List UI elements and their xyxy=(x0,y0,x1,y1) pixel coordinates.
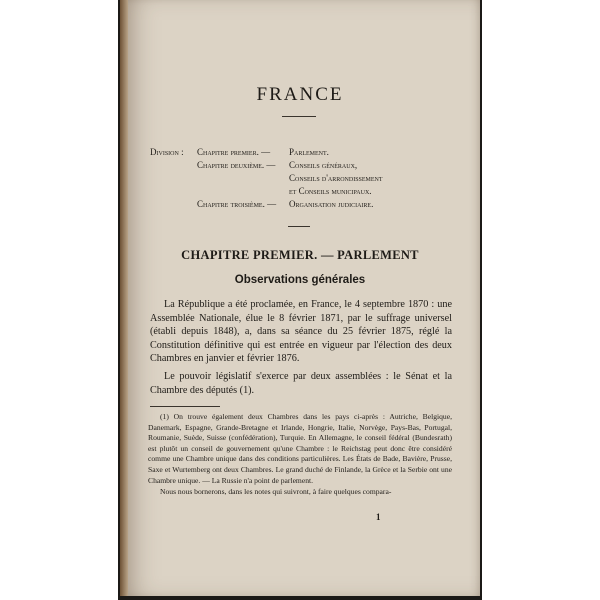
footnote: Nous nous bornerons, dans les notes qui suivront, à faire quelques compara- xyxy=(160,487,392,497)
division-row xyxy=(150,185,450,198)
title-rule xyxy=(282,116,316,117)
division-chapter: Chapitre deuxième. — xyxy=(197,160,276,170)
paragraph: La République a été proclamée, en France, le 4 septembre 1870 : une Assemblée Nationale, élue le 8 février 1871, par le suffrage universel (établi depuis 1848), a, dans sa séance du 25 février 1875, réglé la Constitution définitive qui est entrée en vigueur par l'élection des deux Chambres en janvier et février 1876. xyxy=(150,299,452,365)
page-number: 1 xyxy=(376,512,381,522)
footnote: (1) On trouve également deux Chambres dans les pays ci-après : Autriche, Belgique, Danemark, Espagne, Grande-Bretagne et Irlande, Hongrie, Italie, Norvège, Pays-Bas, Portugal, Roumanie, Suède, Suisse (confédération), Turquie. En Allemagne, le conseil fédéral (Bundesrath) est plutôt un conseil de gouvernement qu'une Chambre : le Reichstag peut donc être considéré comme une Chambre unique dans des conditions particulières. Les États de Bade, Bavière, Prusse, Saxe et Wurtemberg ont deux Chambres. Le grand duché de Finlande, la Grèce et la Serbie ont une Chambre unique. — La Russie n'a point de parlement. xyxy=(148,412,452,485)
paragraph: Le pouvoir législatif s'exerce par deux assemblées : le Sénat et la Chambre des députés (1). xyxy=(150,370,452,396)
division-chapter: Chapitre troisième. — xyxy=(197,199,277,209)
division-row xyxy=(150,159,450,172)
page-title: FRANCE xyxy=(256,84,344,105)
division-content: Conseils d'arrondissement xyxy=(289,173,383,183)
book-page xyxy=(120,0,480,596)
division-row xyxy=(150,146,450,159)
footnote-rule xyxy=(150,406,220,407)
division-row xyxy=(150,198,450,211)
division-content: et Conseils municipaux. xyxy=(289,186,372,196)
division-chapter xyxy=(197,172,289,185)
section-heading: Observations générales xyxy=(234,274,366,286)
division-content: Parlement. xyxy=(289,147,329,157)
chapter-division xyxy=(150,146,450,211)
division-content: Conseils généraux, xyxy=(289,160,358,170)
division-chapter: Chapitre premier. — xyxy=(197,147,271,157)
division-content: Organisation judiciaire. xyxy=(289,199,374,209)
division-chapter xyxy=(197,185,289,198)
division-label: Division : xyxy=(150,147,184,157)
division-row xyxy=(150,172,450,185)
footnotes xyxy=(148,412,452,499)
chapter-heading: CHAPITRE PREMIER. — PARLEMENT xyxy=(181,248,419,262)
section-divider xyxy=(288,226,310,227)
body-text xyxy=(150,298,452,401)
